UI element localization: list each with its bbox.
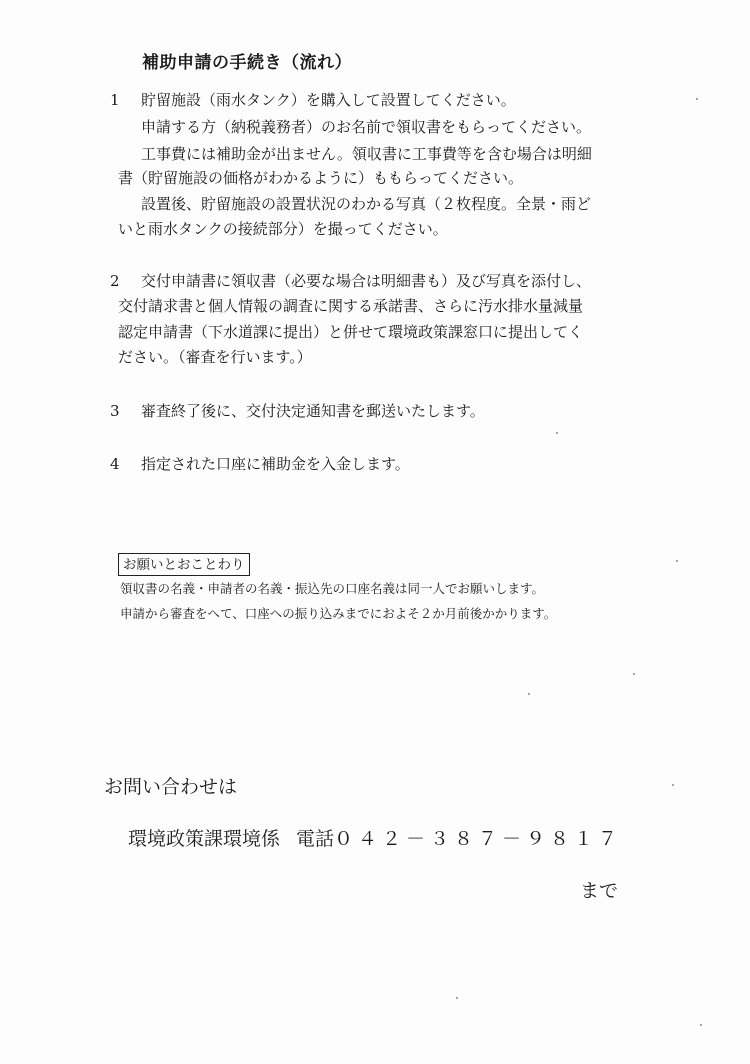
step-number: 1 xyxy=(110,91,120,109)
step-line: 工事費には補助金が出ません。領収書に工事費等を含む場合は明細 xyxy=(141,145,592,163)
notice-line: 申請から審査をへて、口座への振り込みまでにおよそ２か月前後かかります。 xyxy=(120,606,557,621)
step-line: 設置後、貯留施設の設置状況のわかる写真（２枚程度。全景・雨ど xyxy=(141,195,592,213)
contact-department: 環境政策課環境係 xyxy=(128,828,281,850)
scan-speck xyxy=(528,693,530,695)
step-line: 認定申請書（下水道課に提出）と併せて環境政策課窓口に提出してく xyxy=(118,323,584,341)
document-title: 補助申請の手続き（流れ） xyxy=(142,53,352,73)
phone-number: ０４２－３８７－９８１７ xyxy=(334,828,623,850)
step-number: 2 xyxy=(110,272,120,290)
scan-speck xyxy=(456,997,458,999)
contact-heading: お問い合わせは xyxy=(104,776,238,798)
scan-speck xyxy=(700,1024,702,1026)
scan-speck xyxy=(672,784,674,786)
notice-line: 領収書の名義・申請者の名義・振込先の口座名義は同一人でお願いします。 xyxy=(120,581,545,596)
step-line: 指定された口座に補助金を入金します。 xyxy=(141,455,410,473)
step-line: 審査終了後に、交付決定通知書を郵送いたします。 xyxy=(141,402,485,420)
step-line: 交付申請書に領収書（必要な場合は明細書も）及び写真を添付し、 xyxy=(141,272,592,290)
step-number: 3 xyxy=(110,402,120,420)
step-line: 交付請求書と個人情報の調査に関する承諾書、さらに汚水排水量減量 xyxy=(118,297,584,315)
notice-heading: お願いとおことわり xyxy=(118,553,250,576)
scan-speck xyxy=(676,560,678,562)
scan-speck xyxy=(556,432,558,434)
step-line: いと雨水タンクの接続部分）を撮ってください。 xyxy=(118,220,448,238)
scan-speck xyxy=(633,673,635,675)
contact-suffix: まで xyxy=(580,880,619,902)
scan-speck xyxy=(696,98,698,100)
step-line: 書（貯留施設の価格がわかるように）ももらってください。 xyxy=(118,169,524,187)
step-line: 申請する方（納税義務者）のお名前で領収書をもらってください。 xyxy=(141,118,592,136)
phone-label: 電話 xyxy=(296,828,335,850)
step-number: 4 xyxy=(110,455,120,473)
step-line: ださい。（審査を行います。） xyxy=(118,348,312,366)
step-line: 貯留施設（雨水タンク）を購入して設置してください。 xyxy=(141,91,516,109)
contact-line xyxy=(128,826,622,852)
